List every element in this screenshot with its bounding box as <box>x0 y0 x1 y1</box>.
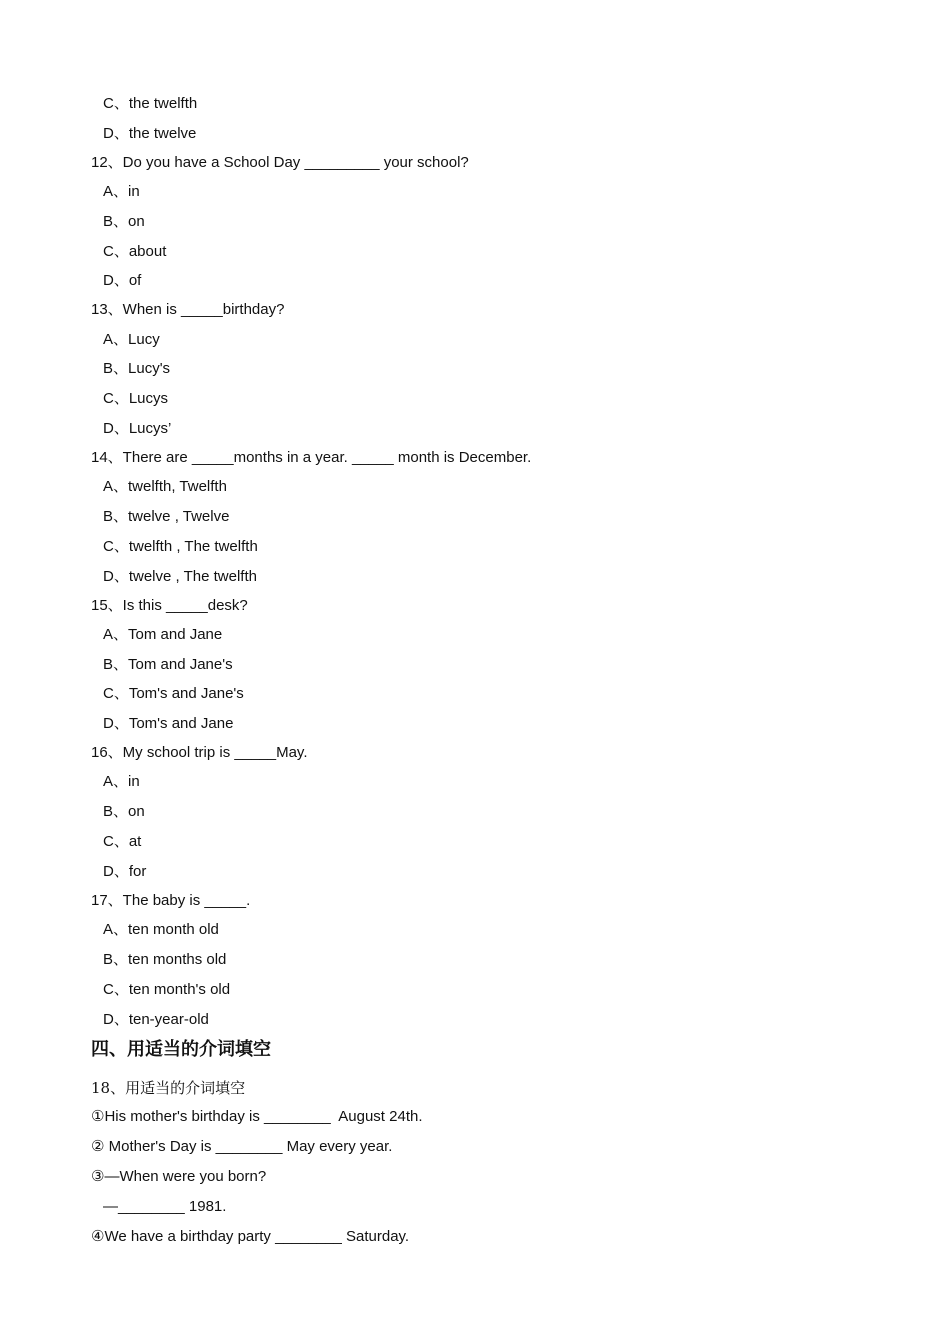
q13-option-c: C、Lucys <box>103 390 169 407</box>
q12-option-c: C、about <box>103 243 167 260</box>
q16-option-d: D、for <box>103 863 147 880</box>
q17-option-b: B、ten months old <box>103 951 227 968</box>
q14-option-c: C、twelfth , The twelfth <box>103 538 258 555</box>
q13-question: 13、When is _____birthday? <box>91 301 285 318</box>
q16-question: 16、My school trip is _____May. <box>91 744 308 761</box>
q12-option-a: A、in <box>103 183 140 200</box>
q15-question: 15、Is this _____desk? <box>91 597 248 614</box>
q15-option-b: B、Tom and Jane's <box>103 656 233 673</box>
q18-item-2: ② Mother's Day is ________ May every year. <box>91 1138 393 1155</box>
q14-option-a: A、twelfth, Twelfth <box>103 478 227 495</box>
q11-option-d: D、the twelve <box>103 125 197 142</box>
q13-option-b: B、Lucy's <box>103 360 171 377</box>
q15-option-c: C、Tom's and Jane's <box>103 685 244 702</box>
q17-option-c: C、ten month's old <box>103 981 231 998</box>
q18-item-3: ③—When were you born? <box>91 1168 267 1185</box>
q16-option-c: C、at <box>103 833 142 850</box>
q12-question: 12、Do you have a School Day _________ your school? <box>91 154 469 171</box>
q16-option-b: B、on <box>103 803 145 820</box>
q14-option-d: D、twelve , The twelfth <box>103 568 257 585</box>
q14-option-b: B、twelve , Twelve <box>103 508 230 525</box>
q12-option-b: B、on <box>103 213 145 230</box>
q16-option-a: A、in <box>103 773 140 790</box>
q18-item-4: ④We have a birthday party ________ Saturday. <box>91 1228 410 1245</box>
q13-option-d: D、Lucys’ <box>103 420 172 437</box>
q17-question: 17、The baby is _____. <box>91 892 251 909</box>
q15-option-a: A、Tom and Jane <box>103 626 223 643</box>
section-heading: 四、用适当的介词填空 <box>91 1039 271 1060</box>
q11-option-c: C、the twelfth <box>103 95 198 112</box>
q17-option-a: A、ten month old <box>103 921 219 938</box>
q18-item-3-answer: —________ 1981. <box>103 1198 227 1215</box>
q18-item-1: ①His mother's birthday is ________ August 24th. <box>91 1108 423 1125</box>
q18-question: 18、用适当的介词填空 <box>91 1079 246 1097</box>
q15-option-d: D、Tom's and Jane <box>103 715 234 732</box>
q17-option-d: D、ten-year-old <box>103 1011 209 1028</box>
q14-question: 14、There are _____months in a year. _____ month is December. <box>91 449 532 466</box>
q12-option-d: D、of <box>103 272 142 289</box>
q13-option-a: A、Lucy <box>103 331 160 348</box>
